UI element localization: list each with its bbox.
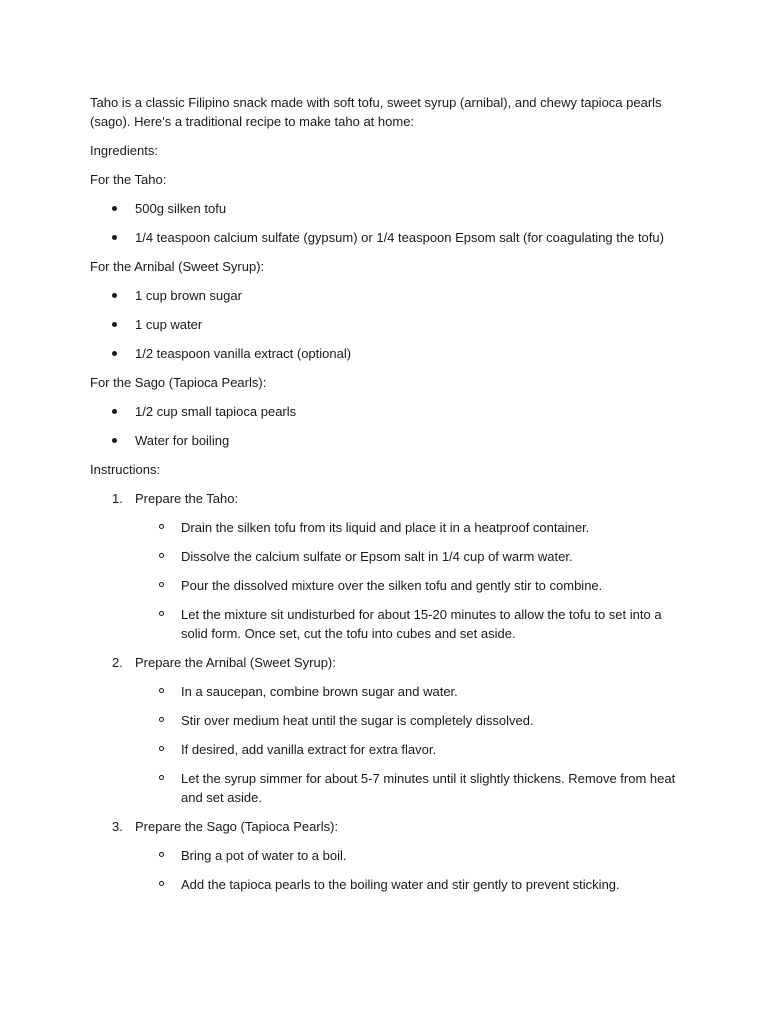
substep-item [135,547,680,566]
hollow-bullet-icon [159,746,164,751]
substep-item [135,576,680,595]
substep-text: In a saucepan, combine brown sugar and water. [181,684,458,699]
substep-item [135,769,680,807]
sago-ingredients-list [90,402,680,450]
substep-item [135,875,680,894]
bullet-icon [112,351,117,356]
hollow-bullet-icon [159,688,164,693]
substep-text: Let the mixture sit undisturbed for about 15-20 minutes to allow the tofu to set into a solid form. Once set, cut the tofu into cubes and set aside. [181,607,662,641]
substep-item [135,682,680,701]
hollow-bullet-icon [159,881,164,886]
instruction-step [90,489,680,643]
substep-text: Bring a pot of water to a boil. [181,848,347,863]
list-item [90,315,680,334]
list-item-text: 1/4 teaspoon calcium sulfate (gypsum) or 1/4 teaspoon Epsom salt (for coagulating the tofu) [135,230,664,245]
substep-list [135,682,680,807]
hollow-bullet-icon [159,775,164,780]
step-title: Prepare the Taho: [135,491,239,506]
intro-paragraph: Taho is a classic Filipino snack made with soft tofu, sweet syrup (arnibal), and chewy tapioca pearls (sago). Here's a traditional recipe to make taho at home: [90,95,662,129]
substep-text: Pour the dissolved mixture over the silken tofu and gently stir to combine. [181,578,603,593]
list-item-text: 1/2 teaspoon vanilla extract (optional) [135,346,352,361]
bullet-icon [112,409,117,414]
hollow-bullet-icon [159,553,164,558]
list-item-text: 500g silken tofu [135,201,227,216]
bullet-icon [112,206,117,211]
hollow-bullet-icon [159,611,164,616]
substep-list [135,518,680,643]
hollow-bullet-icon [159,852,164,857]
substep-text: Drain the silken tofu from its liquid and place it in a heatproof container. [181,520,590,535]
bullet-icon [112,235,117,240]
arnibal-ingredients-heading: For the Arnibal (Sweet Syrup): [90,259,265,274]
step-title: Prepare the Arnibal (Sweet Syrup): [135,655,336,670]
arnibal-ingredients-list [90,286,680,363]
list-item [90,402,680,421]
substep-item [135,740,680,759]
substep-text: Stir over medium heat until the sugar is completely dissolved. [181,713,534,728]
instruction-step [90,817,680,894]
substep-item [135,711,680,730]
list-item-text: 1 cup water [135,317,203,332]
list-item-text: Water for boiling [135,433,230,448]
sago-ingredients-heading: For the Sago (Tapioca Pearls): [90,375,267,390]
list-item [90,286,680,305]
step-number: 2. [112,655,123,670]
substep-text: If desired, add vanilla extract for extra flavor. [181,742,437,757]
substep-text: Dissolve the calcium sulfate or Epsom salt in 1/4 cup of warm water. [181,549,573,564]
document-body [90,93,680,904]
instruction-step [90,653,680,807]
list-item [90,431,680,450]
hollow-bullet-icon [159,582,164,587]
hollow-bullet-icon [159,524,164,529]
hollow-bullet-icon [159,717,164,722]
taho-ingredients-list [90,199,680,247]
list-item [90,228,680,247]
ingredients-heading: Ingredients: [90,143,158,158]
step-number: 1. [112,491,123,506]
list-item-text: 1 cup brown sugar [135,288,242,303]
bullet-icon [112,293,117,298]
list-item [90,199,680,218]
taho-ingredients-heading: For the Taho: [90,172,167,187]
substep-item [135,605,680,643]
list-item-text: 1/2 cup small tapioca pearls [135,404,297,419]
instructions-list [90,489,680,894]
step-title: Prepare the Sago (Tapioca Pearls): [135,819,339,834]
step-number: 3. [112,819,123,834]
substep-text: Add the tapioca pearls to the boiling water and stir gently to prevent sticking. [181,877,620,892]
bullet-icon [112,438,117,443]
substep-list [135,846,680,894]
substep-item [135,846,680,865]
bullet-icon [112,322,117,327]
instructions-heading: Instructions: [90,462,161,477]
substep-text: Let the syrup simmer for about 5-7 minutes until it slightly thickens. Remove from heat and set aside. [181,771,676,805]
list-item [90,344,680,363]
substep-item [135,518,680,537]
